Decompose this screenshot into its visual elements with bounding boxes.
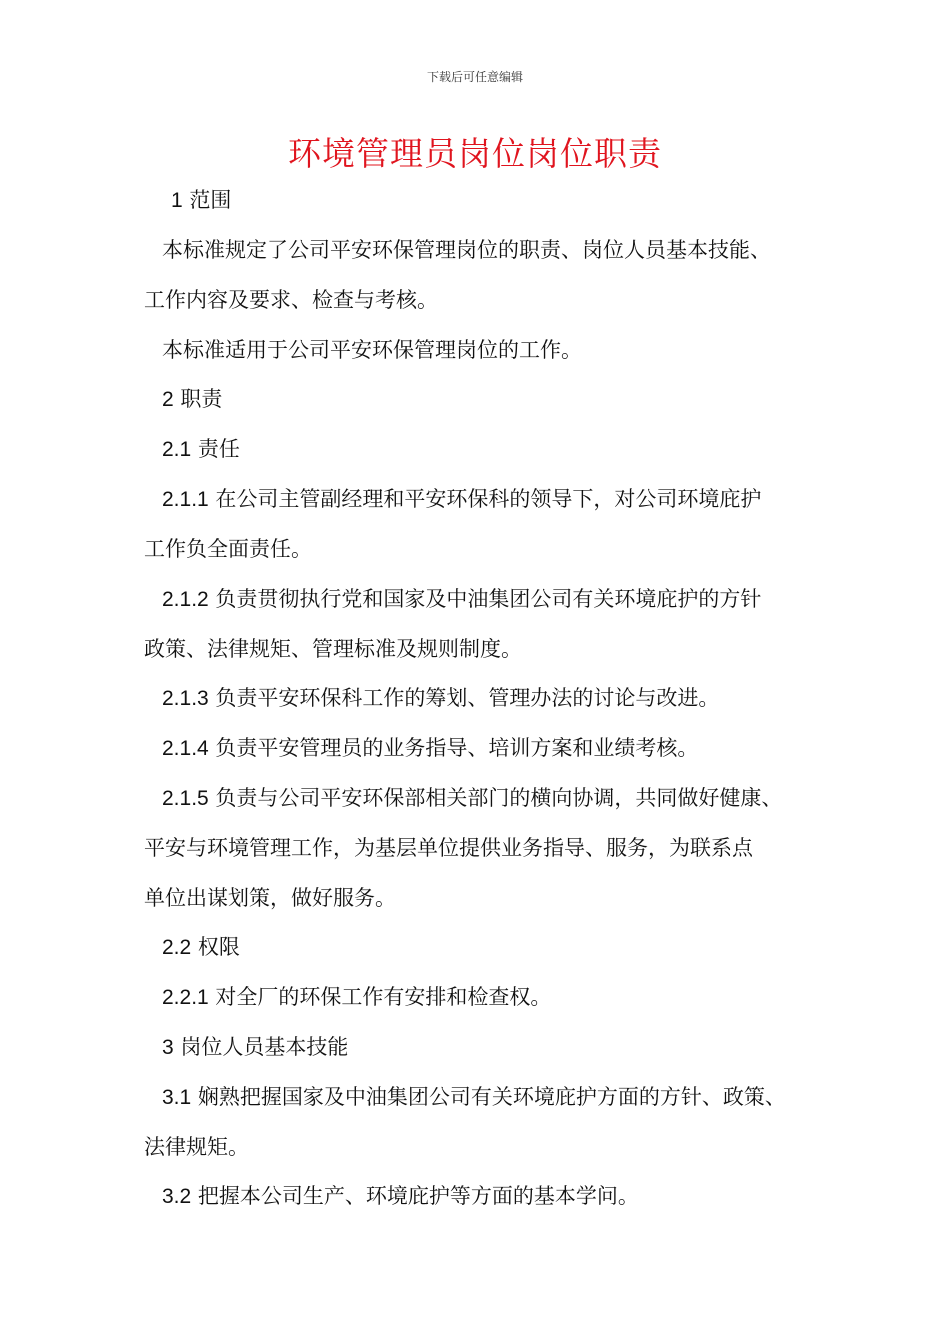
paragraph-text: 法律规矩。 [144,1135,249,1159]
subsection-heading [162,434,240,465]
clause-text: 负责平安环保科工作的筹划、管理办法的讨论与改进。 [215,686,720,710]
section-heading [171,185,231,216]
clause-text: 在公司主管副经理和平安环保科的领导下，对公司环境庇护 [215,487,762,511]
clause-number: 2.1.2 [162,588,209,611]
clause-number: 2.1.1 [162,488,209,511]
paragraph-text: 工作负全面责任。 [144,537,312,561]
clause-line [162,733,698,764]
clause-number: 2.1.4 [162,737,209,760]
clause-number: 3.1 [162,1086,192,1109]
paragraph-text: 政策、法律规矩、管理标准及规则制度。 [144,637,522,661]
clause-line [162,484,761,515]
clause-number: 2.1.3 [162,687,209,710]
paragraph-line [144,634,522,664]
clause-line [162,982,551,1013]
clause-line [162,683,719,714]
paragraph-line [144,534,312,564]
paragraph-line [144,1132,249,1162]
document-title: 环境管理员岗位岗位职责 [288,134,662,173]
paragraph-line [144,285,438,315]
section-text: 范围 [189,188,232,212]
section-heading [162,384,222,415]
section-number: 2.2 [162,936,192,959]
clause-text: 对全厂的环保工作有安排和检查权。 [215,985,552,1009]
section-number: 2.1 [162,438,192,461]
paragraph-line [144,833,753,863]
section-number: 2 [162,388,174,411]
paragraph-text: 单位出谋划策，做好服务。 [144,886,396,910]
clause-line [162,1181,639,1212]
paragraph-text: 本标准适用于公司平安环保管理岗位的工作。 [162,338,582,362]
section-number: 3 [162,1036,174,1059]
paragraph-text: 平安与环境管理工作，为基层单位提供业务指导、服务，为联系点 [144,836,753,860]
clause-line [162,584,761,615]
clause-text: 负责与公司平安环保部相关部门的横向协调，共同做好健康、 [215,786,783,810]
clause-text: 负责贯彻执行党和国家及中油集团公司有关环境庇护的方针 [215,587,762,611]
section-text: 职责 [180,387,223,411]
subsection-heading [162,932,240,963]
clause-text: 把握本公司生产、环境庇护等方面的基本学问。 [197,1184,639,1208]
section-text: 责任 [197,437,240,461]
paragraph-text: 本标准规定了公司平安环保管理岗位的职责、岗位人员基本技能、 [162,238,771,262]
clause-number: 3.2 [162,1185,192,1208]
section-text: 岗位人员基本技能 [180,1035,349,1059]
header-note: 下载后可任意编辑 [426,70,523,84]
paragraph-line [162,335,582,365]
section-heading [162,1032,348,1063]
clause-number: 2.2.1 [162,986,209,1009]
clause-text: 负责平安管理员的业务指导、培训方案和业绩考核。 [215,736,699,760]
clause-text: 娴熟把握国家及中油集团公司有关环境庇护方面的方针、政策、 [197,1085,786,1109]
paragraph-line [162,235,771,265]
clause-line [162,1082,786,1113]
section-number: 1 [171,189,183,212]
clause-line [162,783,782,814]
clause-number: 2.1.5 [162,787,209,810]
section-text: 权限 [197,935,240,959]
paragraph-line [144,883,396,913]
paragraph-text: 工作内容及要求、检查与考核。 [144,288,438,312]
